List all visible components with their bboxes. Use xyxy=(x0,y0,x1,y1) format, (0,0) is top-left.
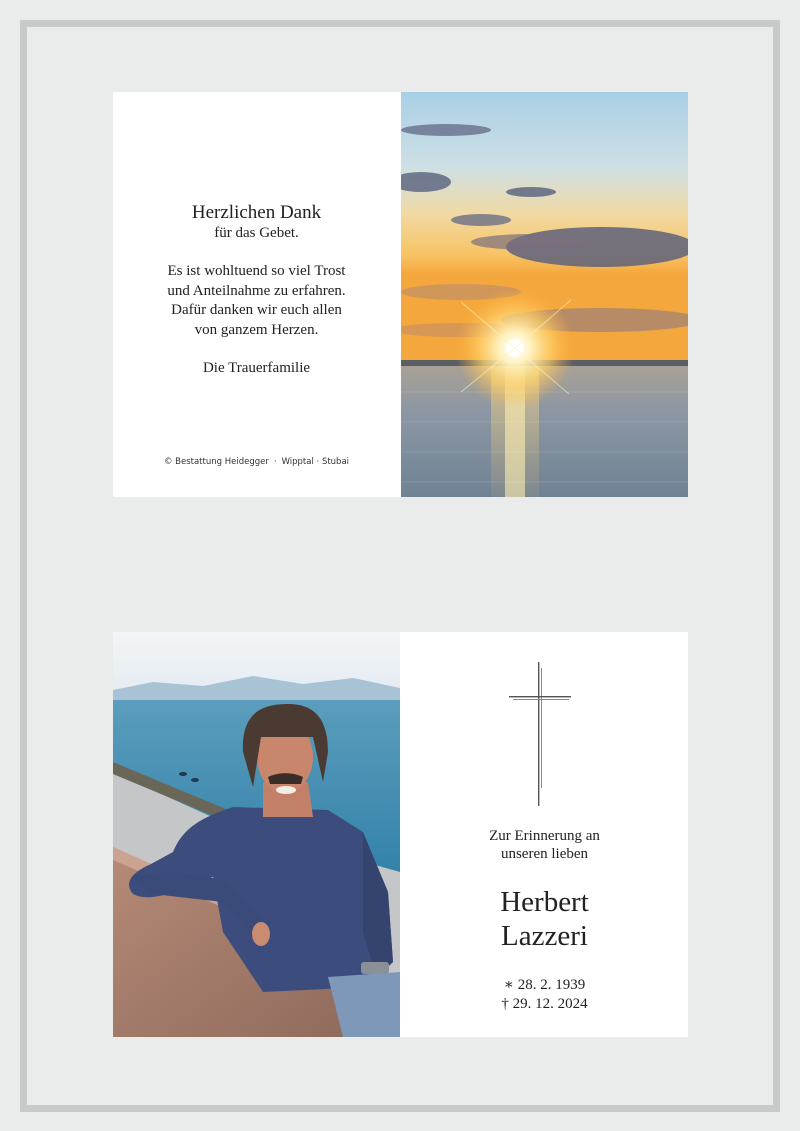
portrait-panel xyxy=(113,632,400,1037)
memorial-intro xyxy=(401,827,688,863)
death-date: † 29. 12. 2024 xyxy=(501,996,588,1012)
publisher-name: © Bestattung Heidegger xyxy=(163,457,269,467)
thanks-text-panel xyxy=(113,92,400,497)
sunset-image-panel xyxy=(401,92,688,497)
memorial-intro-line: unseren lieben xyxy=(500,846,589,862)
thanks-body-line: Es ist wohltuend so viel Trost xyxy=(167,263,346,279)
publisher-region: Wipptal · Stubai xyxy=(281,457,350,467)
thanks-signature: Die Trauerfamilie xyxy=(202,360,311,376)
deceased-name xyxy=(401,885,688,953)
thanks-body-line: und Anteilnahme zu erfahren. xyxy=(167,282,346,299)
deceased-first-name: Herbert xyxy=(500,886,589,918)
footer-separator: · xyxy=(273,457,277,467)
thanks-title: Herzlichen Dank xyxy=(191,202,322,223)
birth-date: ∗ 28. 2. 1939 xyxy=(503,977,586,993)
thanks-subtitle: für das Gebet. xyxy=(214,225,299,241)
memorial-intro-line: Zur Erinnerung an xyxy=(489,828,600,844)
publisher-footer xyxy=(113,457,400,467)
life-dates xyxy=(401,976,688,1014)
memorial-text-panel xyxy=(401,632,688,1037)
thanks-body-line: Dafür danken wir euch allen xyxy=(171,302,342,318)
sunset-over-lake-image xyxy=(401,92,688,497)
memorial-card xyxy=(113,632,688,1037)
thanks-body xyxy=(113,262,400,340)
memorial-text xyxy=(401,632,688,1037)
thanks-card xyxy=(113,92,688,497)
cross-icon xyxy=(509,662,573,806)
deceased-last-name: Lazzeri xyxy=(501,920,588,952)
portrait-photo xyxy=(113,632,400,1037)
thanks-message xyxy=(113,202,400,377)
thanks-body-line: von ganzem Herzen. xyxy=(194,321,319,338)
